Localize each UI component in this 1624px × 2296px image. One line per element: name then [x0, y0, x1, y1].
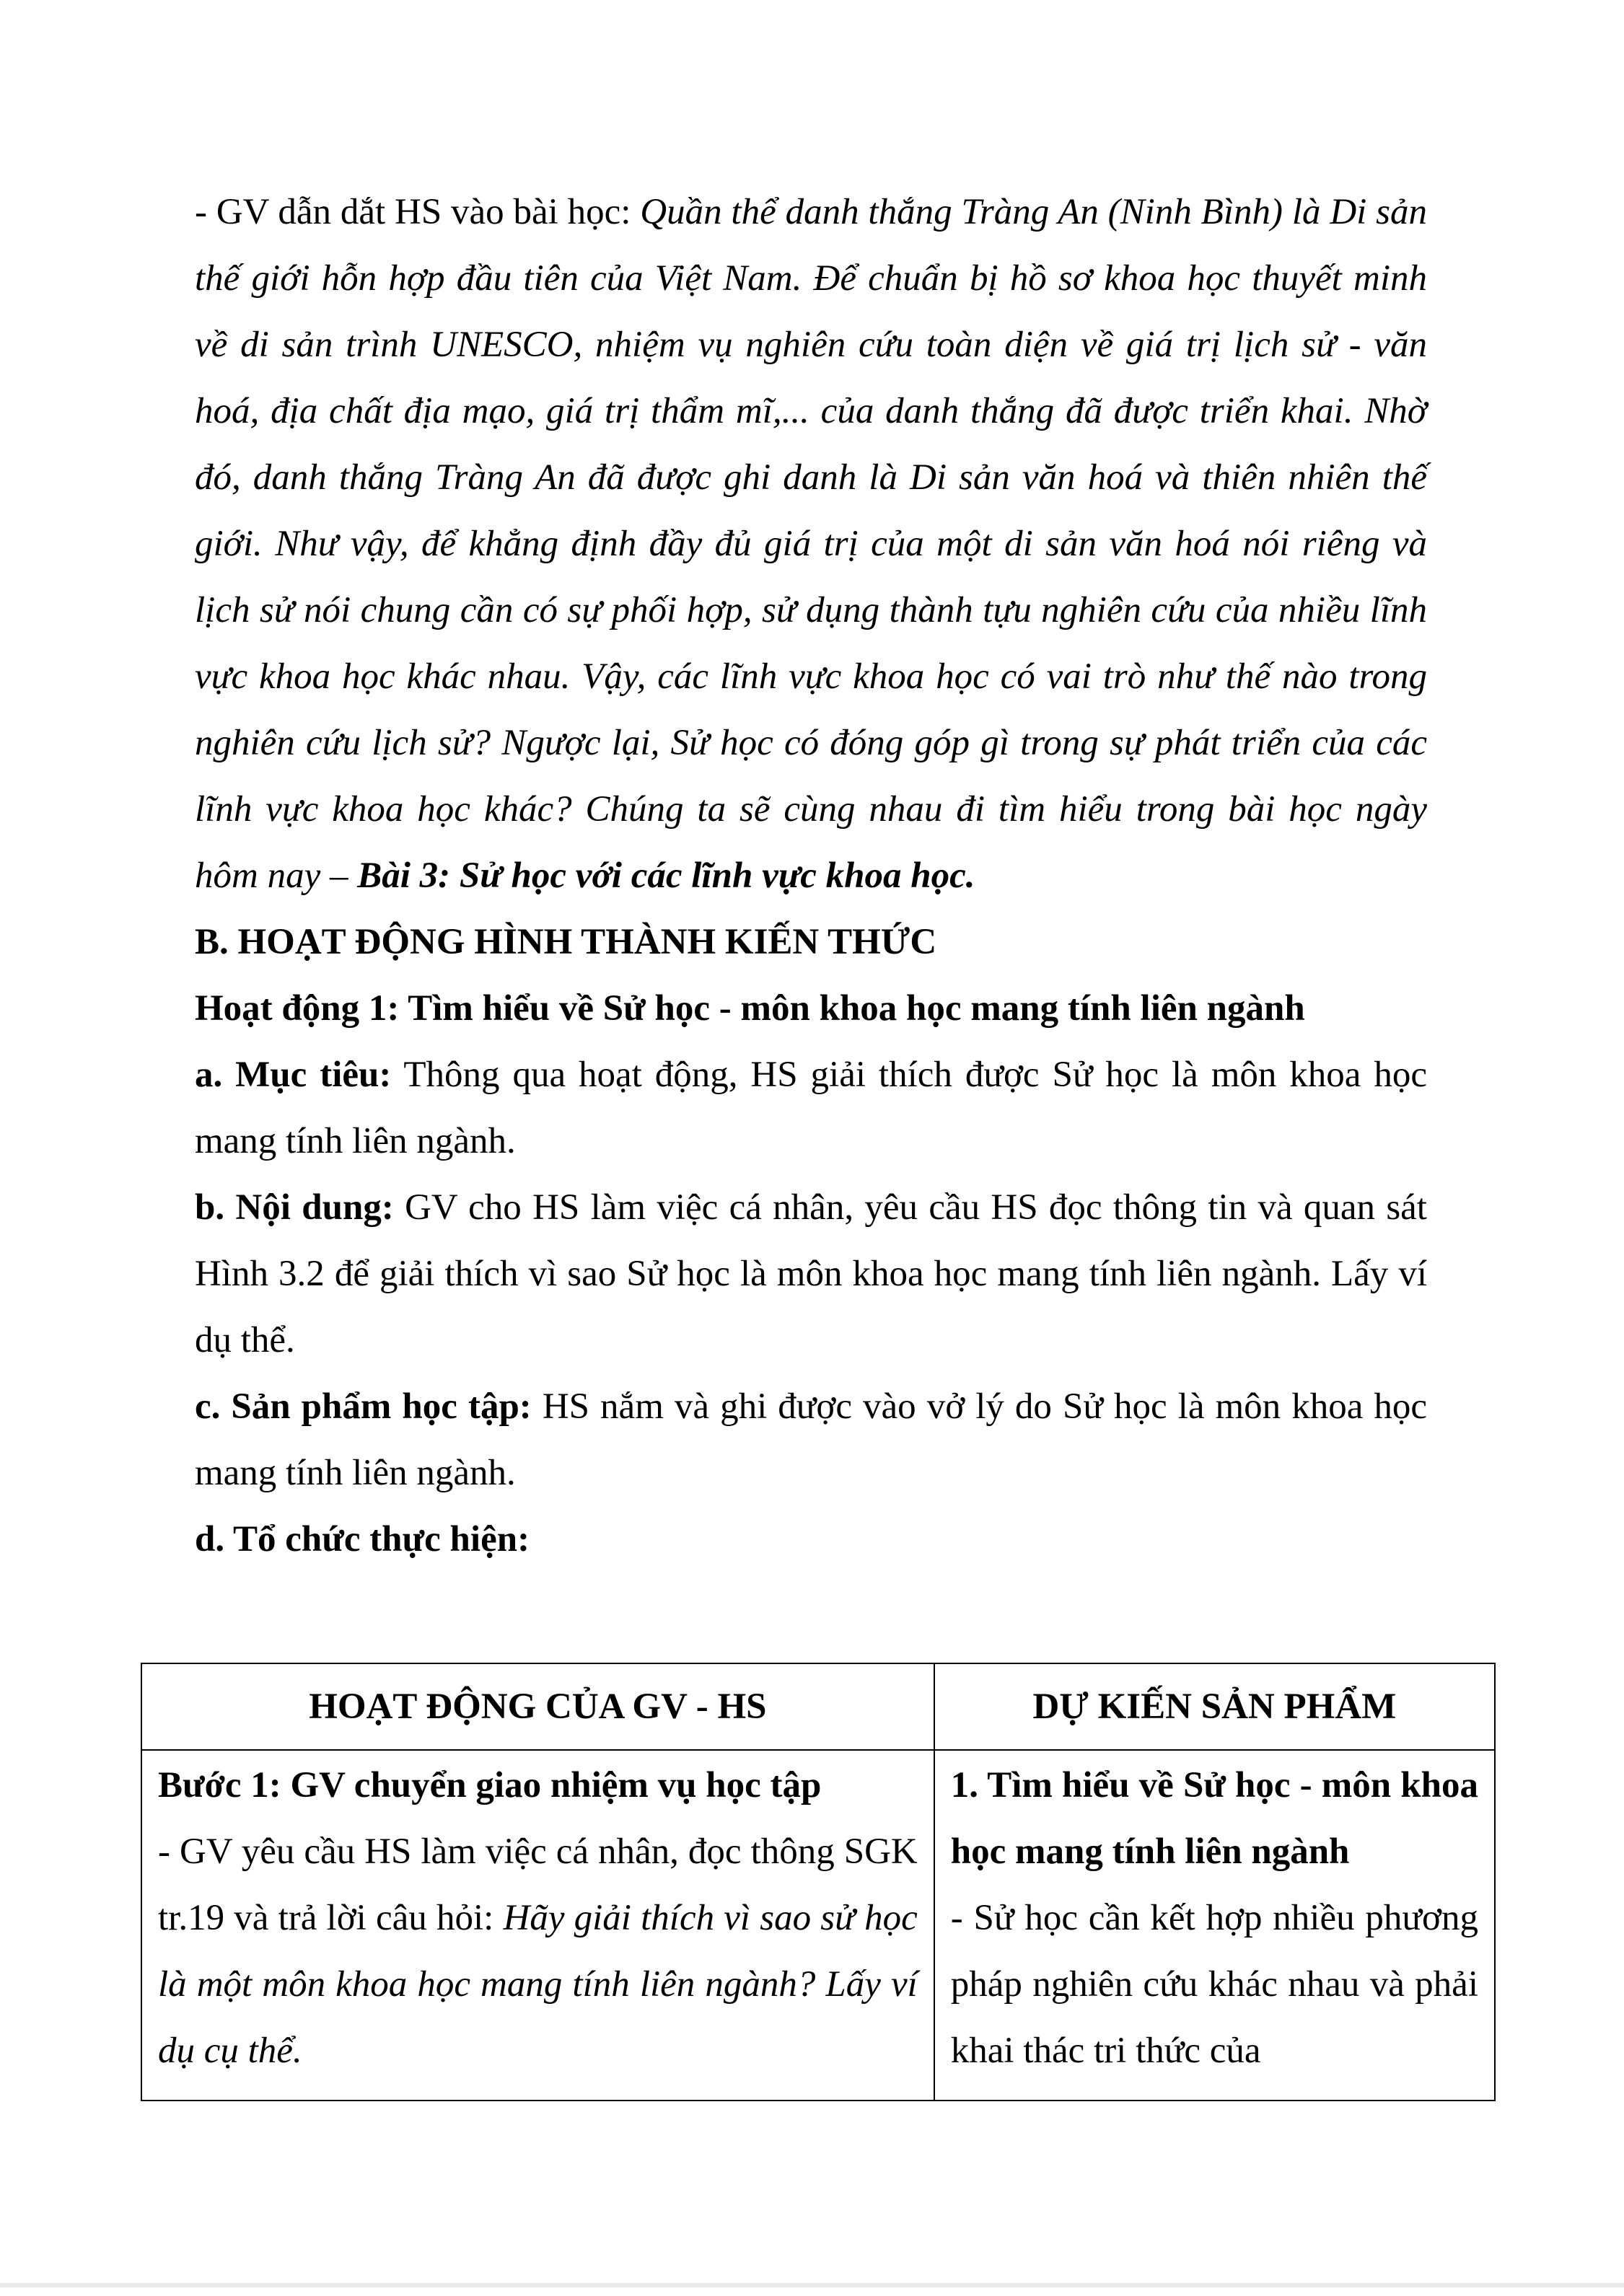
document-body: [195, 179, 1427, 1573]
table-header-row: [141, 1663, 1495, 1750]
lesson-title: Bài 3: Sử học với các lĩnh vực khoa học.: [357, 855, 975, 896]
step-title: Bước 1: GV chuyển giao nhiệm vụ học tập: [158, 1765, 822, 1805]
product-title: 1. Tìm hiểu về Sử học - môn khoa học mang tính liên ngành: [950, 1765, 1478, 1872]
header-teacher-student-activity: HOẠT ĐỘNG CỦA GV - HS: [141, 1663, 934, 1750]
intro-lead: - GV dẫn dắt HS vào bài học:: [195, 192, 641, 232]
header-expected-product: DỰ KIẾN SẢN PHẨM: [934, 1663, 1495, 1750]
product-cell: [934, 1750, 1495, 2101]
section-heading: B. HOẠT ĐỘNG HÌNH THÀNH KIẾN THỨC: [195, 922, 937, 962]
product-paragraph: [195, 1373, 1427, 1506]
activity-cell: [141, 1750, 934, 2101]
product-label: c. Sản phẩm học tập:: [195, 1386, 532, 1427]
table-row: [141, 1750, 1495, 2101]
objective-label: a. Mục tiêu:: [195, 1055, 392, 1095]
intro-italic-text: Quần thể danh thắng Tràng An (Ninh Bình) là Di sản thế giới hỗn hợp đầu tiên của Việt Nam. Để chuẩn bị hồ sơ khoa học thuyết minh về di sản trình UNESCO, nhiệm vụ nghiên cứu toàn diện về giá trị lịch sử - văn hoá, địa chất địa mạo, giá trị thẩm mĩ,... của danh thắng đã được triển khai. Nhờ đó, danh thắng Tràng An đã được ghi danh là Di sản văn hoá và thiên nhiên thế giới. Như vậy, để khẳng định đầy đủ giá trị của một di sản văn hoá nói riêng và lịch sử nói chung cần có sự phối hợp, sử dụng thành tựu nghiên cứu của nhiều lĩnh vực khoa học khác nhau. Vậy, các lĩnh vực khoa học có vai trò như thế nào trong nghiên cứu lịch sử? Ngược lại, Sử học có đóng góp gì trong sự phát triển của các lĩnh vực khoa học khác? Chúng ta sẽ cùng nhau đi tìm hiểu trong bài học ngày hôm nay –: [195, 192, 1427, 896]
page-bottom-edge: [0, 2283, 1624, 2287]
objective-paragraph: [195, 1042, 1427, 1174]
activity-title: Hoạt động 1: Tìm hiểu về Sử học - môn khoa học mang tính liên ngành: [195, 988, 1305, 1029]
intro-paragraph: [195, 179, 1427, 909]
product-text: HS nắm và ghi được vào vở lý do Sử học là môn khoa học mang tính liên ngành.: [195, 1386, 1428, 1493]
content-paragraph: [195, 1174, 1427, 1373]
objective-text: Thông qua hoạt động, HS giải thích được Sử học là môn khoa học mang tính liên ngành.: [195, 1055, 1427, 1161]
step-lead: - GV yêu cầu HS làm việc cá nhân, đọc thông SGK tr.19 và trả lời câu hỏi:: [158, 1831, 918, 1938]
organization-heading: d. Tổ chức thực hiện:: [195, 1519, 530, 1560]
product-text: - Sử học cần kết hợp nhiều phương pháp nghiên cứu khác nhau và phải khai thác tri thức của: [950, 1898, 1478, 2071]
step-question: Hãy giải thích vì sao sử học là một môn khoa học mang tính liên ngành? Lấy ví dụ cụ thể.: [158, 1898, 918, 2071]
content-text: GV cho HS làm việc cá nhân, yêu cầu HS đọc thông tin và quan sát Hình 3.2 để giải thích vì sao Sử học là môn khoa học mang tính liên ngành. Lấy ví dụ thể.: [195, 1187, 1427, 1360]
step-instructions: [158, 1818, 918, 2084]
content-label: b. Nội dung:: [195, 1187, 394, 1228]
activity-table: [141, 1663, 1496, 2101]
